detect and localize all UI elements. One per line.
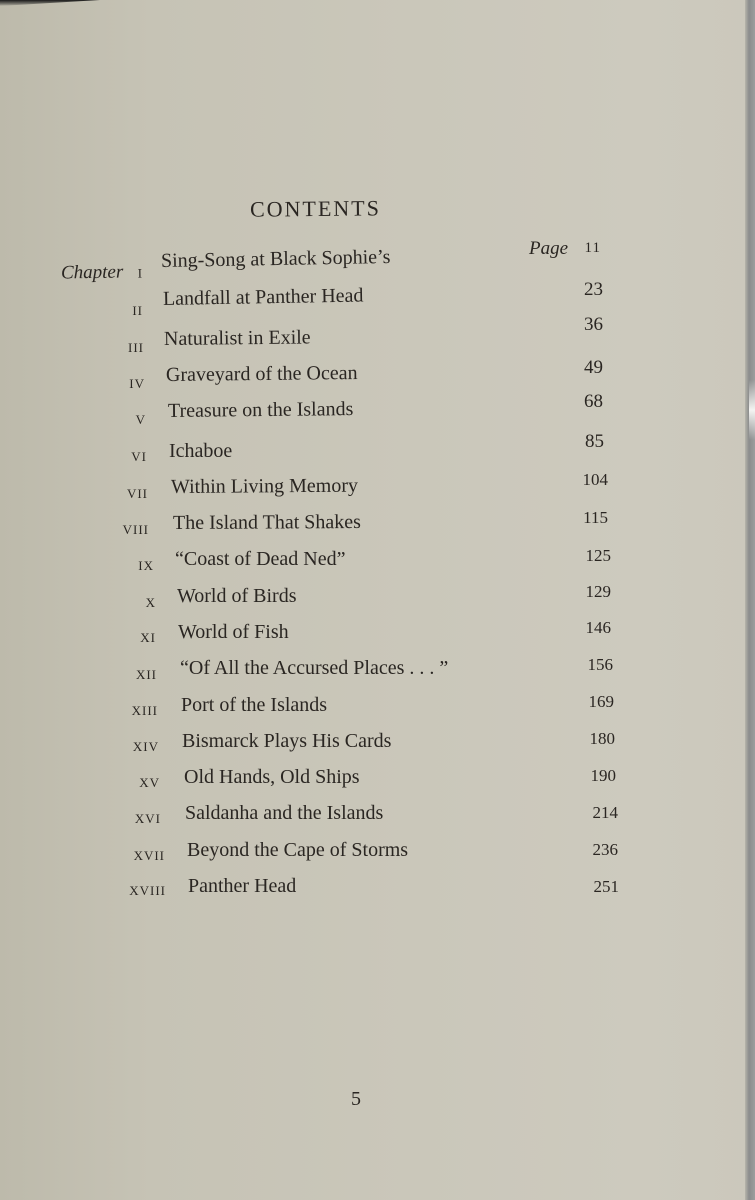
- chapter-numeral: VIII: [122, 522, 149, 537]
- chapter-title: Within Living Memory: [170, 474, 359, 498]
- chapter-page: 180: [589, 729, 615, 748]
- chapter-numeral: IV: [129, 376, 145, 391]
- chapter-page: 156: [587, 655, 613, 674]
- chapter-numeral: XIII: [131, 703, 158, 718]
- chapter-numeral: I: [137, 265, 144, 281]
- chapter-numeral: X: [145, 595, 156, 610]
- chapter-numeral: II: [132, 303, 143, 318]
- chapter-title: Sing-Song at Black Sophie’s: [160, 245, 391, 272]
- chapter-numeral: XVIII: [129, 883, 166, 898]
- chapter-page: 49: [584, 357, 603, 378]
- chapter-title: World of Fish: [178, 621, 289, 643]
- chapter-page: 125: [585, 546, 611, 565]
- chapter-title: “Of All the Accursed Places . . . ”: [180, 657, 449, 679]
- chapter-numeral: XVI: [134, 811, 161, 826]
- chapter-title: Treasure on the Islands: [167, 398, 354, 422]
- chapter-page: 169: [588, 692, 614, 711]
- chapter-page: 68: [584, 391, 603, 412]
- chapter-numeral: VI: [131, 449, 147, 464]
- chapter-page: 36: [584, 314, 603, 335]
- page-number: 5: [351, 1088, 361, 1110]
- chapter-page: 85: [585, 431, 604, 452]
- chapter-title: Naturalist in Exile: [163, 326, 311, 350]
- chapter-title: World of Birds: [177, 585, 297, 607]
- page-title: CONTENTS: [249, 195, 382, 222]
- chapter-title: Old Hands, Old Ships: [184, 766, 360, 788]
- chapter-page: 104: [582, 470, 608, 489]
- chapter-numeral: IX: [138, 558, 154, 573]
- chapter-numeral: III: [128, 340, 144, 355]
- chapter-numeral: XII: [135, 667, 157, 682]
- chapter-title: Port of the Islands: [181, 694, 328, 716]
- chapter-column-label: Chapter: [60, 261, 124, 284]
- page-column-label: Page: [529, 238, 569, 259]
- chapter-title: Graveyard of the Ocean: [165, 361, 358, 386]
- chapter-title: The Island That Shakes: [172, 511, 361, 534]
- chapter-title: Panther Head: [188, 875, 297, 897]
- chapter-page: 115: [583, 508, 608, 527]
- chapter-page: 251: [593, 877, 619, 896]
- chapter-title: Saldanha and the Islands: [185, 802, 384, 824]
- chapter-title: Beyond the Cape of Storms: [187, 839, 409, 861]
- chapter-title: Ichaboe: [169, 440, 233, 462]
- chapter-page: 214: [592, 803, 618, 822]
- chapter-numeral: V: [135, 412, 146, 427]
- chapter-title: Bismarck Plays His Cards: [182, 730, 392, 752]
- chapter-page: 11: [584, 240, 601, 256]
- chapter-numeral: XVII: [133, 848, 165, 863]
- chapter-numeral: XI: [140, 630, 156, 645]
- chapter-title: “Coast of Dead Ned”: [175, 548, 346, 570]
- chapter-page: 129: [585, 582, 611, 601]
- chapter-page: 23: [584, 279, 603, 300]
- chapter-numeral: VII: [126, 486, 148, 501]
- chapter-numeral: XIV: [132, 739, 159, 754]
- chapter-title: Landfall at Panther Head: [162, 284, 364, 310]
- chapter-numeral: XV: [139, 775, 160, 790]
- chapter-page: 190: [590, 766, 616, 785]
- chapter-page: 146: [585, 618, 611, 637]
- chapter-page: 236: [592, 840, 618, 859]
